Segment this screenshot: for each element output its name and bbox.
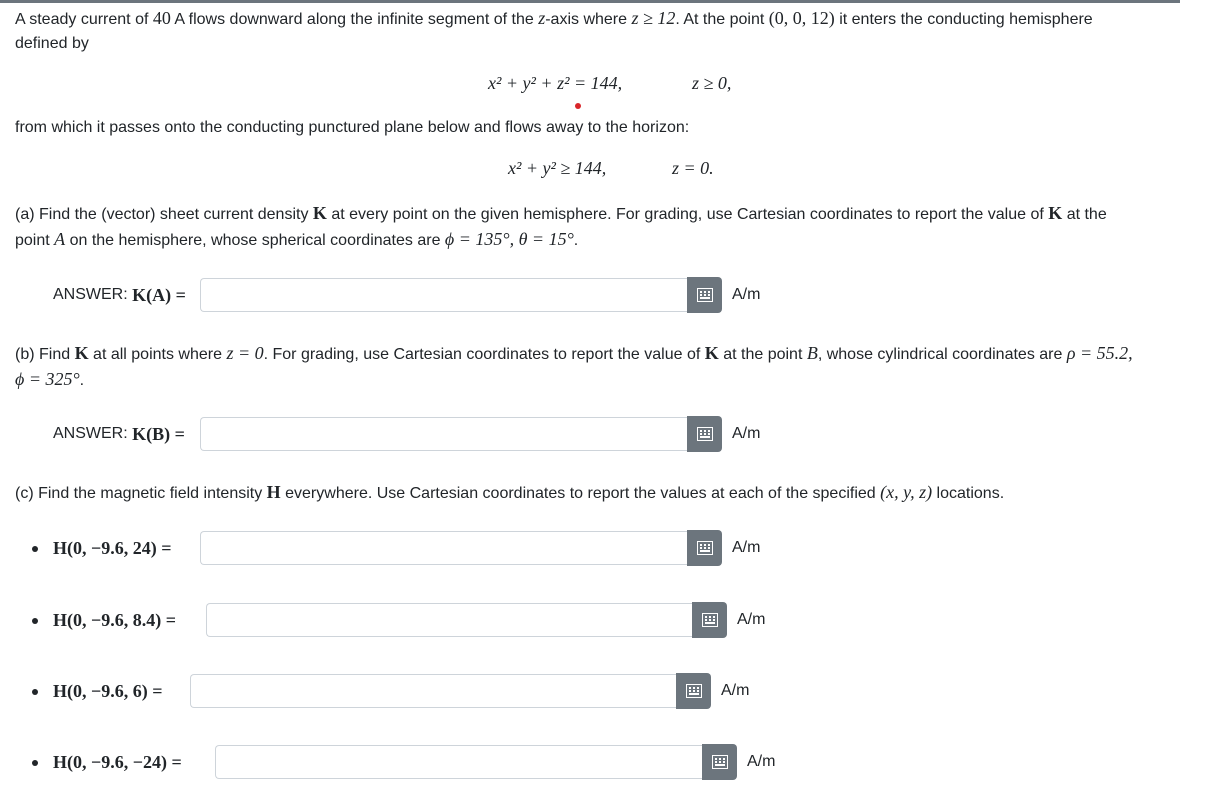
intro-text: it enters the conducting hemisphere	[834, 11, 1093, 28]
part-b-line-2	[15, 366, 84, 394]
keyboard-icon	[712, 755, 728, 769]
h-item-label: H(0, −9.6, 24) =	[53, 537, 172, 558]
answer-prefix: ANSWER:	[53, 425, 128, 442]
z-condition: z ≥ 12	[631, 8, 676, 28]
rho-value: ρ = 55.2,	[1066, 343, 1133, 363]
part-a-line-2	[15, 226, 578, 254]
answer-a-keyboard-button[interactable]	[687, 277, 722, 313]
h-item-input[interactable]	[215, 745, 702, 779]
answer-prefix: ANSWER:	[53, 286, 128, 303]
intro-text: -axis where	[545, 11, 632, 28]
point-a-symbol: A	[54, 229, 66, 249]
spherical-coords: ϕ = 135°, θ = 15°	[444, 229, 574, 249]
bullet-dot	[32, 760, 38, 766]
top-divider	[0, 0, 1180, 3]
current-value: 40	[152, 8, 171, 28]
part-c-line	[15, 479, 1004, 507]
answer-b-unit: A/m	[732, 425, 761, 442]
h-item-label: H(0, −9.6, 6) =	[53, 680, 163, 701]
answer-b-label	[53, 424, 200, 445]
h-symbol: H	[266, 482, 281, 502]
bullet-dot	[32, 546, 38, 552]
part-b-text: at all points where	[88, 346, 227, 363]
keyboard-icon	[697, 288, 713, 302]
intro-line-1	[15, 5, 1093, 33]
intro-text: A steady current of	[15, 11, 153, 28]
part-c-text: (c) Find the magnetic field intensity	[15, 485, 267, 502]
keyboard-icon	[697, 541, 713, 555]
h-item-row	[53, 673, 749, 709]
part-b-text: at the point	[718, 346, 807, 363]
part-b-text: , whose cylindrical coordinates are	[817, 346, 1067, 363]
answer-a-unit: A/m	[732, 286, 761, 303]
entry-point: (0, 0, 12)	[768, 8, 835, 28]
part-a-line-1	[15, 200, 1107, 228]
hemisphere-equation: x² + y² + z² = 144,	[488, 73, 623, 93]
h-item-unit: A/m	[732, 539, 761, 556]
z-zero-condition: z = 0	[226, 343, 264, 363]
h-item-row	[53, 744, 775, 780]
h-item-keyboard-button[interactable]	[687, 530, 722, 566]
intro-line-2: defined by	[15, 35, 89, 52]
keyboard-icon	[686, 684, 702, 698]
k-symbol: K	[74, 343, 89, 363]
h-item-unit: A/m	[737, 611, 766, 628]
z-axis-var: z	[538, 8, 546, 28]
answer-b-input[interactable]	[200, 417, 687, 451]
keyboard-icon	[697, 427, 713, 441]
h-item-input[interactable]	[190, 674, 676, 708]
h-item-keyboard-button[interactable]	[692, 602, 727, 638]
h-item-keyboard-button[interactable]	[676, 673, 711, 709]
answer-a-label	[53, 285, 200, 306]
h-item-label: H(0, −9.6, 8.4) =	[53, 609, 177, 630]
red-dot-marker	[575, 103, 581, 109]
answer-b-math: K(B) =	[132, 423, 185, 444]
middle-text: from which it passes onto the conducting punctured plane below and flows away to the horizon:	[15, 119, 690, 136]
h-item-unit: A/m	[747, 753, 776, 770]
bullet-dot	[32, 689, 38, 695]
h-item-row	[53, 530, 760, 566]
part-a-text: .	[573, 232, 579, 249]
intro-text: . At the point	[675, 11, 769, 28]
phi-value: ϕ = 325°	[15, 369, 80, 389]
xyz-tuple: (x, y, z)	[880, 482, 933, 502]
part-a-text: point	[15, 232, 55, 249]
h-item-unit: A/m	[721, 682, 750, 699]
bullet-dot	[32, 618, 38, 624]
part-a-text: at the	[1062, 206, 1107, 223]
part-a-text: at every point on the given hemisphere. For grading, use Cartesian coordinates to report the value of	[326, 206, 1049, 223]
answer-a-row	[53, 277, 760, 313]
answer-b-keyboard-button[interactable]	[687, 416, 722, 452]
answer-a-input[interactable]	[200, 278, 687, 312]
keyboard-icon	[702, 613, 718, 627]
part-b-text: . For grading, use Cartesian coordinates to report the value of	[263, 346, 705, 363]
part-a-text: (a) Find the (vector) sheet current density	[15, 206, 313, 223]
intro-text: A flows downward along the infinite segment of the	[170, 11, 539, 28]
part-b-text: .	[79, 372, 85, 389]
answer-b-row	[53, 416, 760, 452]
part-b-text: (b) Find	[15, 346, 75, 363]
point-b-symbol: B	[806, 343, 818, 363]
part-a-text: on the hemisphere, whose spherical coordinates are	[65, 232, 445, 249]
part-b-line-1	[15, 340, 1133, 368]
part-c-text: locations.	[932, 485, 1005, 502]
plane-equation: x² + y² ≥ 144,	[508, 158, 607, 178]
h-item-label: H(0, −9.6, −24) =	[53, 751, 182, 772]
part-c-text: everywhere. Use Cartesian coordinates to report the values at each of the specified	[280, 485, 881, 502]
hemisphere-condition: z ≥ 0,	[692, 73, 732, 93]
k-symbol: K	[704, 343, 719, 363]
h-item-input[interactable]	[206, 603, 692, 637]
answer-a-math: K(A) =	[132, 284, 186, 305]
plane-condition: z = 0.	[672, 158, 714, 178]
h-item-keyboard-button[interactable]	[702, 744, 737, 780]
k-symbol: K	[1048, 203, 1063, 223]
k-symbol: K	[312, 203, 327, 223]
h-item-row	[53, 602, 765, 638]
h-item-input[interactable]	[200, 531, 687, 565]
